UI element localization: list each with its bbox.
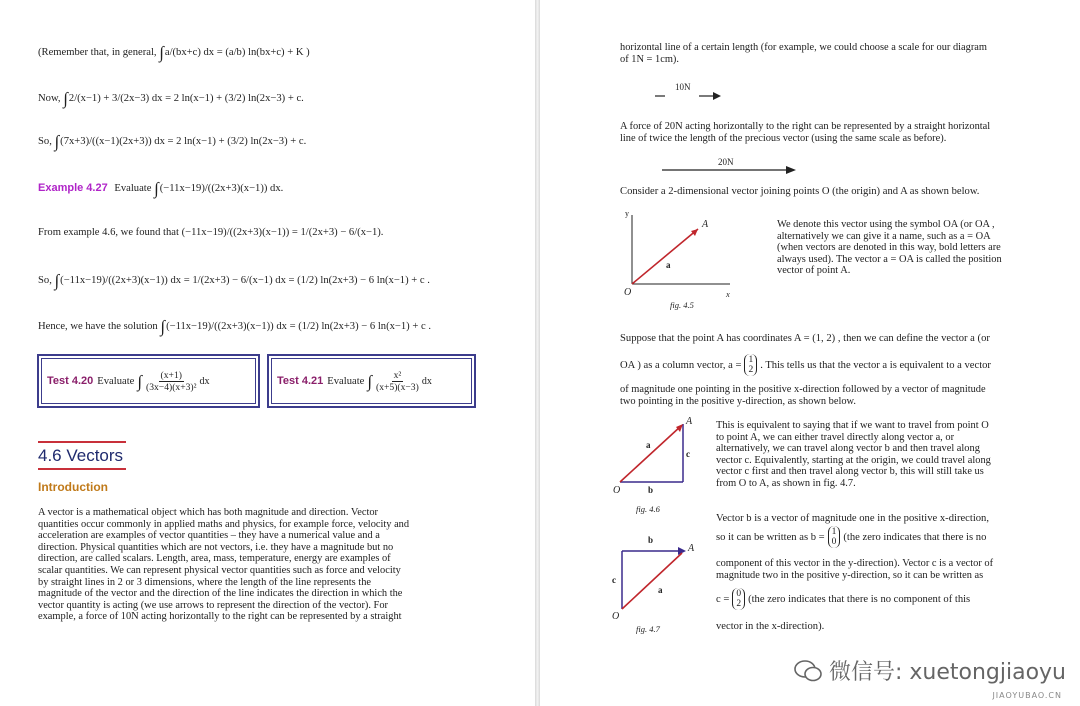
arrow-10n bbox=[653, 82, 723, 104]
section-title: 4.6 Vectors bbox=[38, 446, 124, 465]
wechat-icon bbox=[793, 658, 823, 684]
brand-url: JIAOYUBAO.CN bbox=[992, 691, 1062, 700]
fig46-vector-c: c bbox=[686, 449, 690, 459]
section-rule-top bbox=[38, 441, 126, 443]
example-label: Example 4.27 bbox=[38, 181, 108, 194]
test-4-20-denominator: (3x−4)(x+3)² bbox=[146, 381, 197, 393]
figure-4-6 bbox=[608, 414, 700, 516]
arrow-10n-label: 10N bbox=[675, 82, 691, 92]
so2-formula: (−11x−19)/((2x+3)(x−1)) dx = 1/(2x+3) − 6/(x−1) dx = (1/2) ln(2x+3) − 6 ln(x−1) + c . bbox=[60, 274, 430, 286]
subsection-title: Introduction bbox=[38, 480, 108, 494]
column-b-bottom: 0 bbox=[831, 537, 837, 547]
force-paragraph bbox=[620, 121, 990, 144]
example-formula: (−11x−19)/((2x+3)(x−1)) dx. bbox=[159, 182, 284, 194]
now-formula: 2/(x−1) + 3/(2x−3) dx = 2 ln(x−1) + (3/2) ln(2x−3) + c. bbox=[68, 92, 304, 104]
reminder-line: (Remember that, in general, ∫a/(bx+c) dx = (a/b) ln(bx+c) + K ) bbox=[38, 43, 310, 62]
figure-4-7 bbox=[608, 533, 700, 638]
arrow-10n-icon bbox=[653, 82, 723, 104]
fig46-origin: O bbox=[613, 485, 621, 496]
column-a-bottom: 2 bbox=[748, 365, 754, 375]
example-text: Evaluate bbox=[114, 182, 152, 194]
fig47-vector-b: b bbox=[648, 535, 654, 545]
vector-b-column-line bbox=[716, 526, 986, 548]
force-line: line of twice the length of the precious vector (using the same scale as before). bbox=[620, 132, 947, 144]
so1-line: So, ∫(7x+3)/((x−1)(2x+3)) dx = 2 ln(x−1) + (3/2) ln(2x−3) + c. bbox=[38, 132, 307, 151]
reminder-prefix: (Remember that, in general, bbox=[38, 46, 157, 58]
magnitude-line: two pointing in the positive y-direction, as shown below. bbox=[620, 395, 856, 407]
fig47-caption: fig. 4.7 bbox=[636, 624, 660, 634]
left-page bbox=[0, 0, 535, 706]
column-vector-b bbox=[828, 526, 841, 548]
fig45-point-a: A bbox=[702, 219, 709, 230]
test-4-20-numerator: (x+1) bbox=[160, 369, 182, 381]
suppose-line: Suppose that the point A has coordinates A = (1, 2) , then we can define the vector a (or bbox=[620, 333, 990, 344]
column-vector-a bbox=[744, 354, 757, 376]
fig46-caption: fig. 4.6 bbox=[636, 504, 660, 514]
test-4-20-text: Evaluate bbox=[97, 375, 135, 387]
wechat-id-text: 微信号: xuetongjiaoyu bbox=[828, 660, 1066, 685]
fig46-vector-a: a bbox=[646, 440, 651, 450]
top-line: horizontal line of a certain length (for example, we could choose a scale for our diagram bbox=[620, 42, 987, 53]
fig47-point-a: A bbox=[688, 543, 695, 554]
column-c-top: 0 bbox=[736, 589, 742, 599]
intro-line: magnitude of the vector and the direction of the line indicates the direction in which the bbox=[38, 588, 403, 600]
right-page bbox=[540, 0, 1080, 706]
top-paragraph bbox=[620, 42, 987, 65]
vector-b-post: (the zero indicates that there is no bbox=[843, 531, 987, 543]
denote-paragraph bbox=[777, 219, 1002, 277]
fig45-origin: O bbox=[624, 287, 632, 298]
test-4-21-text: Evaluate bbox=[327, 375, 365, 387]
column-line-pre: OA ) as a column vector, a = bbox=[620, 359, 742, 371]
equivalent-line: from O to A, as shown in fig. 4.7. bbox=[716, 477, 856, 489]
hence-line: Hence, we have the solution ∫(−11x−19)/((2x+3)(x−1)) dx = (1/2) ln(2x+3) − 6 ln(x−1) + c . bbox=[38, 317, 431, 336]
fig45-x-label: x bbox=[726, 289, 730, 299]
column-line-post: . This tells us that the vector a is equivalent to a vector bbox=[760, 359, 991, 371]
fig47-origin: O bbox=[612, 611, 620, 622]
equivalent-line: This is equivalent to saying that if we want to travel from point O bbox=[716, 420, 989, 431]
fig45-y-label: y bbox=[625, 209, 629, 218]
figure-4-5-drawing bbox=[620, 207, 740, 312]
test-4-20-box: Test 4.20 Evaluate ∫ $\frac{(x+1)}{\text{(3x−4)(x+3)²}}$ dx bbox=[37, 354, 260, 408]
vector-b-pre: so it can be written as b = bbox=[716, 531, 825, 543]
equivalent-line: alternatively, we can travel along vector b and then travel along bbox=[716, 443, 980, 455]
intro-paragraph bbox=[38, 507, 409, 623]
fig46-point-a: A bbox=[686, 416, 693, 427]
magnitude-paragraph bbox=[620, 384, 986, 407]
fig45-caption: fig. 4.5 bbox=[670, 300, 694, 310]
fig47-vector-c: c bbox=[612, 575, 616, 585]
force-line: A force of 20N acting horizontally to the right can be represented by a straight horizontal bbox=[620, 121, 991, 132]
denote-line: always used). The vector a = OA is called the position bbox=[777, 253, 1002, 265]
column-c-bottom: 2 bbox=[736, 599, 742, 609]
so1-prefix: So, bbox=[38, 135, 52, 147]
intro-line: acceleration are examples of vector quantities – they have a numerical value and a bbox=[38, 530, 380, 542]
consider-line: Consider a 2-dimensional vector joining points O (the origin) and A as shown below. bbox=[620, 186, 980, 197]
vector-c-post: (the zero indicates that there is no component of this bbox=[748, 593, 971, 605]
figure-4-6-drawing bbox=[608, 414, 700, 516]
denote-line: We denote this vector using the symbol OA (or OA , bbox=[777, 219, 995, 230]
fig47-vector-a: a bbox=[658, 585, 663, 595]
from-text: From example 4.6, we found that bbox=[38, 227, 179, 238]
now-line: Now, ∫2/(x−1) + 3/(2x−3) dx = 2 ln(x−1) + (3/2) ln(2x−3) + c. bbox=[38, 89, 304, 108]
vector-b-line: Vector b is a vector of magnitude one in the positive x-direction, bbox=[716, 513, 990, 524]
test-4-21-box: Test 4.21 Evaluate ∫ $\frac{\text{x²}}{(x+5)(x-3)}$ dx bbox=[267, 354, 476, 408]
so2-prefix: So, bbox=[38, 274, 52, 286]
equivalent-line: to point A, we can either travel directly along vector a, or bbox=[716, 431, 955, 443]
test-4-21-fraction bbox=[374, 370, 421, 393]
so2-line: So, ∫(−11x−19)/((2x+3)(x−1)) dx = 1/(2x+3) − 6/(x−1) dx = (1/2) ln(2x+3) − 6 ln(x−1) + c . bbox=[38, 271, 430, 290]
denote-line: (when vectors are denoted in this way, bold letters are bbox=[777, 242, 1001, 254]
column-vector-line bbox=[620, 354, 991, 376]
equivalent-line: vector c. Equivalently, starting at the origin, we could travel along bbox=[716, 454, 991, 466]
intro-line: example, a force of 10N acting horizontally to the right can be represented by a straight bbox=[38, 611, 402, 623]
from-line bbox=[38, 226, 383, 239]
so1-formula: (7x+3)/((x−1)(2x+3)) dx = 2 ln(x−1) + (3/2) ln(2x−3) + c. bbox=[60, 135, 307, 147]
column-a-top: 1 bbox=[748, 355, 754, 365]
denote-line: alternatively we can give it a name, such as a = OA bbox=[777, 230, 991, 242]
reminder-formula: a/(bx+c) dx = (a/b) ln(bx+c) + K ) bbox=[164, 46, 310, 58]
section-rule-bottom bbox=[38, 468, 126, 470]
intro-line: A vector is a mathematical object which has both magnitude and direction. Vector bbox=[38, 507, 378, 518]
figure-4-7-drawing bbox=[608, 533, 700, 638]
hence-text: Hence, we have the solution bbox=[38, 320, 158, 332]
component-line: component of this vector in the y-direction). Vector c is a vector of bbox=[716, 558, 994, 569]
component-paragraph bbox=[716, 558, 993, 581]
magnitude-line: of magnitude one pointing in the positive x-direction followed by a vector of magnitude bbox=[620, 384, 986, 395]
arrow-20n bbox=[660, 156, 800, 178]
test-4-20-fraction bbox=[144, 370, 198, 393]
wechat-watermark bbox=[793, 655, 1066, 686]
equivalent-line: vector c first and then travel along vector b, this will still take us bbox=[716, 466, 984, 478]
figure-4-5 bbox=[620, 207, 740, 312]
column-b-top: 1 bbox=[831, 527, 837, 537]
column-vector-c bbox=[732, 588, 745, 610]
equivalent-paragraph bbox=[716, 420, 991, 490]
vector-c-pre: c = bbox=[716, 593, 730, 605]
intro-line: direction, are called scalars. Length, area, mass, temperature, energy are examples of bbox=[38, 553, 391, 565]
denote-line: vector of point A. bbox=[777, 265, 851, 277]
top-line: of 1N = 1cm). bbox=[620, 53, 679, 65]
arrow-20n-icon bbox=[660, 156, 800, 178]
intro-line: vector quantity is acting (we use arrows to represent the direction of the vector). For bbox=[38, 599, 388, 611]
intro-line: quantities occur commonly in applied maths and physics, for example force, velocity and bbox=[38, 518, 410, 530]
hence-formula: (−11x−19)/((2x+3)(x−1)) dx = (1/2) ln(2x+3) − 6 ln(x−1) + c . bbox=[166, 320, 431, 332]
intro-line: scalar quantities. We can represent physical vector quantities such as force and velocity bbox=[38, 564, 401, 576]
test-4-21-denominator: (x+5)(x−3) bbox=[376, 381, 419, 393]
fig46-vector-b: b bbox=[648, 485, 654, 495]
test-4-21-label: Test 4.21 bbox=[277, 375, 324, 387]
vector-c-column-line bbox=[716, 588, 970, 610]
last-line: vector in the x-direction). bbox=[716, 621, 825, 632]
intro-line: direction. Physical quantities which are not vectors, i.e. they have a magnitude but no bbox=[38, 541, 394, 553]
test-4-20-label: Test 4.20 bbox=[47, 375, 94, 387]
example-line: Example 4.27 Evaluate ∫(−11x−19)/((2x+3)(x−1)) dx. bbox=[38, 179, 284, 198]
component-line: magnitude two in the positive y-direction, so it can be written as bbox=[716, 569, 984, 581]
from-formula: (−11x−19)/((2x+3)(x−1)) = 1/(2x+3) − 6/(x−1). bbox=[181, 227, 384, 238]
arrow-20n-label: 20N bbox=[718, 157, 734, 167]
test-4-21-numerator: x² bbox=[393, 369, 402, 381]
now-prefix: Now, bbox=[38, 92, 61, 104]
intro-line: by straight lines in 2 or 3 dimensions, where the length of the line represents the bbox=[38, 576, 372, 588]
fig45-vector-a: a bbox=[666, 260, 671, 270]
